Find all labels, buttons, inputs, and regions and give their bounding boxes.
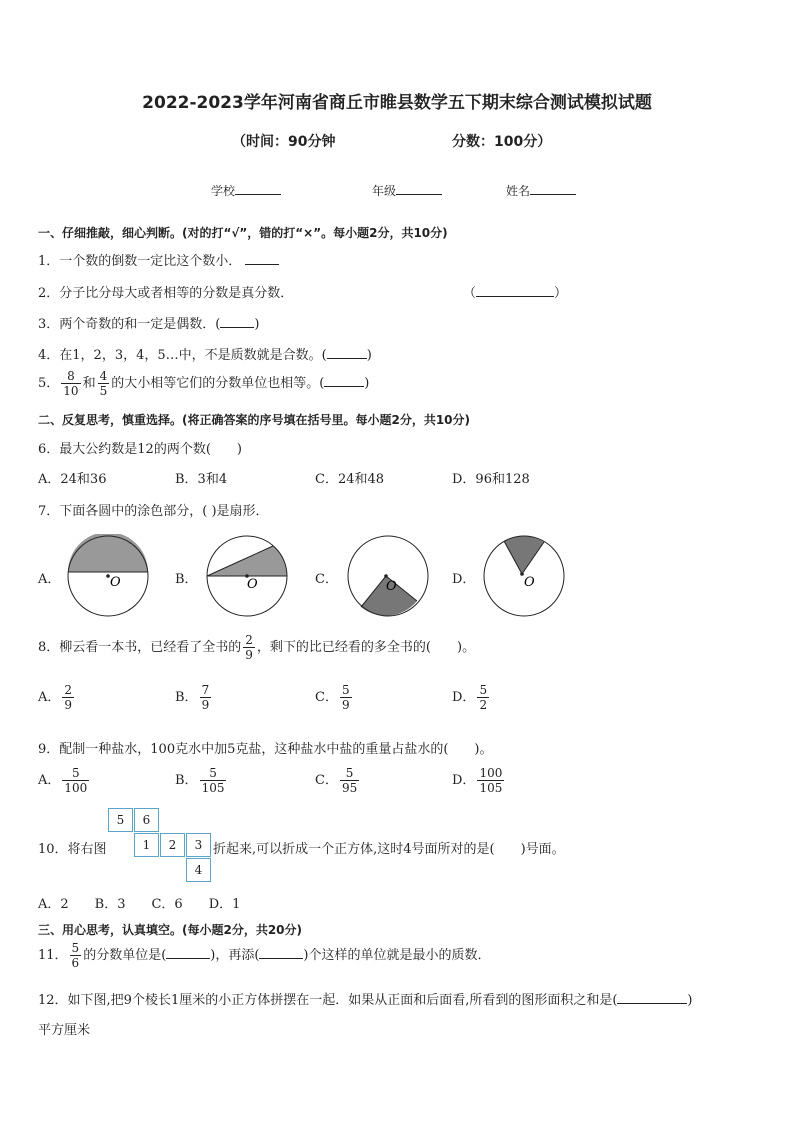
fraction-8-10 (61, 369, 80, 398)
fraction-denominator: 9 (64, 698, 73, 712)
fraction-numerator: 5 (62, 766, 89, 781)
fraction-numerator: 7 (201, 683, 210, 697)
q10-options[interactable]: A．2 B．3 C．6 D．1 (38, 897, 241, 912)
question-11-number: 11． (38, 948, 68, 963)
fraction-numerator: 8 (61, 369, 80, 384)
q7-option-b-figure (205, 534, 289, 618)
question-3-text: 3．两个奇数的和一定是偶数．( (38, 317, 221, 332)
q7-option-b-label[interactable]: B． (175, 572, 198, 587)
fraction-numerator: 5 (71, 941, 80, 955)
paren-open: （ (463, 286, 477, 301)
conjunction: 和 (82, 376, 96, 391)
net-face-6: 6 (134, 808, 159, 832)
answer-blank-11a[interactable] (166, 945, 210, 959)
net-face-4: 4 (186, 858, 211, 882)
fraction-denominator: 100 (64, 781, 88, 795)
question-11-text: 的分数单位是( (83, 948, 167, 963)
page-title: 2022-2023学年河南省商丘市睢县数学五下期末综合测试模拟试题 (142, 93, 652, 113)
question-8-text: 8．柳云看一本书，已经看了全书的 (38, 640, 242, 655)
option-fraction (477, 766, 504, 795)
q7-option-c-label[interactable]: C． (315, 572, 338, 587)
paren-close: ) (366, 348, 372, 363)
question-2-answer (463, 282, 567, 301)
q7-option-c-figure (346, 534, 430, 618)
question-12-text: 12．如下图,把9个棱长1厘米的小正方体拼摆在一起．如果从正面和后面看,所看到的图形面积之和是( (38, 993, 618, 1008)
question-4-text: 4．在1，2，3，4，5…中，不是质数就是合数。( (38, 348, 327, 363)
center-label: O (386, 579, 397, 594)
center-label: O (247, 577, 258, 592)
q9-option-c[interactable] (315, 766, 361, 795)
q9-option-a[interactable] (38, 766, 91, 795)
grade-field (372, 182, 442, 199)
question-5 (38, 369, 369, 398)
q9-option-d[interactable] (452, 766, 506, 795)
fraction-numerator: 5 (340, 766, 359, 781)
section-3-heading: 三、用心思考，认真填空。(每小题2分，共20分) (38, 923, 303, 937)
option-fraction (200, 766, 227, 795)
net-face-5: 5 (108, 808, 133, 832)
option-label: D． (452, 773, 476, 788)
name-field (506, 182, 576, 199)
center-label: O (524, 575, 535, 590)
question-10-suffix: 折起来,可以折成一个正方体,这时4号面所对的是( )号面。 (213, 842, 565, 857)
grade-label: 年级 (372, 184, 397, 198)
question-1 (38, 250, 279, 269)
question-11-mid: )，再添( (210, 948, 260, 963)
exam-score: 分数：100分） (452, 134, 552, 150)
question-5-number: 5． (38, 376, 60, 391)
fraction-denominator: 10 (63, 384, 79, 398)
option-fraction (200, 683, 212, 712)
school-blank[interactable] (235, 182, 281, 195)
fraction-5-6 (70, 941, 82, 970)
option-label: A． (38, 773, 61, 788)
paren-close: ) (687, 993, 693, 1008)
question-2 (38, 282, 293, 301)
question-12-unit: 平方厘米 (38, 1023, 91, 1038)
fraction-denominator: 9 (341, 698, 350, 712)
option-fraction (340, 766, 359, 795)
answer-blank-3[interactable] (220, 314, 254, 328)
question-2-text: 2．分子比分母大或者相等的分数是真分数． (38, 286, 294, 301)
q7-option-d-figure (482, 534, 566, 618)
question-12 (38, 989, 693, 1008)
fraction-2-9 (243, 633, 255, 662)
exam-time: （时间：90分钟 (232, 134, 336, 150)
fraction-denominator: 105 (201, 781, 225, 795)
option-label: C． (315, 773, 338, 788)
section-1-heading: 一、仔细推敲，细心判断。(对的打“√”，错的打“×”。每小题2分，共10分) (38, 226, 448, 240)
fraction-numerator: 2 (245, 633, 253, 647)
option-fraction (340, 683, 352, 712)
school-label: 学校 (211, 184, 236, 198)
q6-option-b[interactable]: B．3和4 (175, 472, 228, 487)
answer-blank-1[interactable] (245, 251, 279, 265)
answer-blank-11b[interactable] (259, 945, 303, 959)
paren-close: ) (364, 376, 370, 391)
answer-blank-4[interactable] (327, 345, 367, 359)
q8-option-d[interactable] (452, 683, 491, 712)
center-label: O (110, 575, 121, 590)
fraction-denominator: 5 (99, 384, 108, 398)
q7-option-a-figure (66, 534, 150, 618)
net-face-2: 2 (160, 833, 185, 857)
fraction-denominator: 2 (479, 698, 488, 712)
question-1-text: 1．一个数的倒数一定比这个数小． (38, 254, 242, 269)
option-label: C． (315, 690, 338, 705)
q8-option-a[interactable] (38, 683, 76, 712)
q6-option-a[interactable]: A．24和36 (38, 472, 107, 487)
q6-option-d[interactable]: D．96和128 (452, 472, 530, 487)
grade-blank[interactable] (396, 182, 442, 195)
question-7: 7．下面各圆中的涂色部分，( )是扇形． (38, 504, 269, 519)
fraction-numerator: 2 (64, 683, 73, 697)
school-field (211, 182, 281, 199)
paren-close: ） (554, 286, 568, 301)
q7-option-a-label[interactable]: A． (38, 572, 61, 587)
option-label: A． (38, 690, 61, 705)
paren-close: ) (254, 317, 260, 332)
q8-option-b[interactable] (175, 683, 213, 712)
fraction-numerator: 100 (479, 766, 503, 780)
fraction-numerator: 5 (479, 683, 488, 697)
q8-option-c[interactable] (315, 683, 354, 712)
question-8 (38, 633, 475, 662)
fraction-denominator: 6 (71, 956, 80, 970)
fraction-denominator: 95 (341, 781, 358, 795)
shaded-segment (68, 534, 148, 572)
name-label: 姓名 (506, 184, 531, 198)
q7-option-d-label[interactable]: D． (452, 572, 476, 587)
question-11-end: )个这样的单位就是最小的质数． (303, 948, 491, 963)
option-label: D． (452, 690, 476, 705)
question-6: 6．最大公约数是12的两个数( ) (38, 442, 242, 457)
question-5-text: 的大小相等它们的分数单位也相等。( (111, 376, 325, 391)
fraction-numerator: 5 (341, 683, 350, 697)
net-face-1: 1 (134, 833, 159, 857)
answer-blank-12[interactable] (617, 990, 687, 1004)
question-8-suffix: ，剩下的比已经看的多全书的( )。 (256, 640, 476, 655)
section-2-heading: 二、反复思考，慎重选择。(将正确答案的序号填在括号里。每小题2分，共10分) (38, 413, 471, 427)
question-3 (38, 313, 259, 332)
fraction-denominator: 105 (479, 781, 503, 795)
option-label: B． (175, 690, 198, 705)
q9-option-b[interactable] (175, 766, 228, 795)
option-fraction (477, 683, 489, 712)
question-10: 10．将右图 (38, 842, 107, 857)
fraction-denominator: 9 (201, 698, 210, 712)
center-dot (384, 574, 388, 578)
question-4 (38, 344, 372, 363)
question-11 (38, 941, 491, 970)
q6-option-c[interactable]: C．24和48 (315, 472, 385, 487)
fraction-denominator: 9 (245, 648, 253, 662)
shaded-region (207, 546, 287, 576)
question-9: 9．配制一种盐水，100克水中加5克盐，这种盐水中盐的重量占盐水的( )。 (38, 742, 493, 757)
fraction-4-5 (98, 369, 110, 398)
fraction-numerator: 4 (99, 369, 108, 383)
answer-blank-2[interactable] (476, 283, 554, 297)
option-fraction (62, 683, 74, 712)
fraction-numerator: 5 (200, 766, 227, 781)
answer-blank-5[interactable] (324, 373, 364, 387)
net-face-3: 3 (186, 833, 211, 857)
option-fraction (62, 766, 89, 795)
name-blank[interactable] (530, 182, 576, 195)
shaded-sector (504, 536, 544, 574)
option-label: B． (175, 773, 198, 788)
